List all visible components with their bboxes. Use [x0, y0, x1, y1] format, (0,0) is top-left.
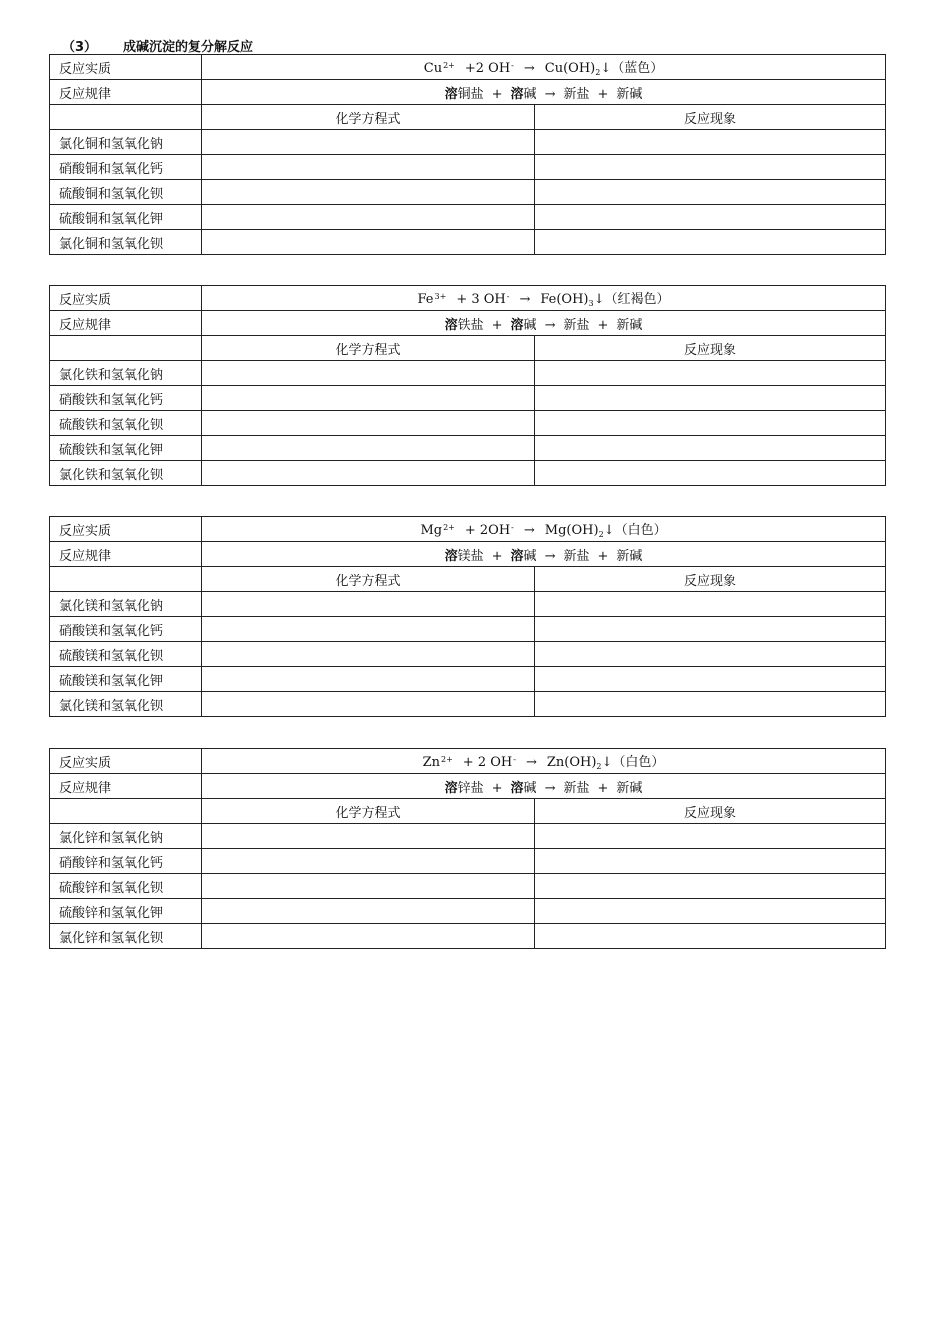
precipitate-color: （白色）	[612, 755, 665, 770]
equation-column-header: 化学方程式	[202, 799, 535, 824]
reaction-pair-label: 氯化锌和氢氧化钡	[50, 924, 202, 949]
column-header-row	[50, 336, 886, 361]
table-row	[50, 592, 886, 617]
cation: Zn	[422, 755, 440, 770]
column-header-row	[50, 105, 886, 130]
product-subscript: 2	[596, 762, 602, 771]
new-salt: 新盐	[563, 780, 590, 796]
cation-charge: 3+	[434, 292, 447, 301]
essence-label: 反应实质	[50, 517, 202, 542]
precipitate-color: （蓝色）	[611, 61, 664, 76]
product-subscript: 3	[588, 299, 594, 308]
blank-cell	[50, 105, 202, 130]
soluble-mark: 溶	[444, 548, 458, 564]
hydroxide: + 3 OH	[456, 292, 506, 307]
phenomenon-answer-cell[interactable]	[535, 180, 886, 205]
rule-row	[50, 80, 886, 105]
equation-answer-cell[interactable]	[202, 130, 535, 155]
table-row	[50, 180, 886, 205]
phenomenon-column-header: 反应现象	[535, 799, 886, 824]
phenomenon-answer-cell[interactable]	[535, 924, 886, 949]
table-row	[50, 642, 886, 667]
product: Cu(OH)	[544, 61, 596, 76]
cation-charge: 2+	[443, 61, 455, 70]
precipitate-arrow: ↓	[603, 523, 615, 538]
phenomenon-answer-cell[interactable]	[535, 874, 886, 899]
reaction-pair-label: 氯化铜和氢氧化钠	[50, 130, 202, 155]
phenomenon-answer-cell[interactable]	[535, 230, 886, 255]
reaction-pair-label: 氯化铁和氢氧化钠	[50, 361, 202, 386]
column-header-row	[50, 567, 886, 592]
plus-sign: +	[597, 317, 609, 333]
base-name: 碱	[523, 548, 537, 564]
table-row	[50, 386, 886, 411]
new-base: 新碱	[616, 780, 643, 796]
equation-answer-cell[interactable]	[202, 386, 535, 411]
reaction-pair-label: 硫酸锌和氢氧化钾	[50, 899, 202, 924]
reaction-table-2	[49, 285, 886, 486]
phenomenon-answer-cell[interactable]	[535, 667, 886, 692]
equation-answer-cell[interactable]	[202, 592, 535, 617]
section-number: （3）	[62, 40, 98, 55]
rule-row	[50, 774, 886, 799]
reaction-rule	[202, 774, 886, 799]
essence-row	[50, 55, 886, 80]
reaction-arrow: →	[523, 523, 535, 538]
reaction-rule	[202, 311, 886, 336]
reaction-pair-label: 氯化铜和氢氧化钡	[50, 230, 202, 255]
soluble-mark: 溶	[444, 86, 458, 102]
phenomenon-answer-cell[interactable]	[535, 411, 886, 436]
rule-row	[50, 311, 886, 336]
table-row	[50, 667, 886, 692]
table-row	[50, 205, 886, 230]
rule-label: 反应规律	[50, 80, 202, 105]
table-row	[50, 411, 886, 436]
reaction-pair-label: 硫酸镁和氢氧化钾	[50, 667, 202, 692]
table-row	[50, 617, 886, 642]
reaction-arrow: →	[525, 755, 537, 770]
ionic-equation	[202, 517, 886, 542]
cation-charge: 2+	[441, 755, 453, 764]
rule-label: 反应规律	[50, 774, 202, 799]
product: Fe(OH)	[540, 292, 589, 307]
equation-answer-cell[interactable]	[202, 667, 535, 692]
essence-label: 反应实质	[50, 55, 202, 80]
ionic-equation	[202, 286, 886, 311]
phenomenon-answer-cell[interactable]	[535, 899, 886, 924]
new-base: 新碱	[616, 86, 643, 102]
table-row	[50, 899, 886, 924]
cation: Mg	[420, 523, 443, 538]
precipitate-arrow: ↓	[601, 755, 613, 770]
phenomenon-column-header: 反应现象	[535, 336, 886, 361]
hydroxide: + 2 OH	[462, 755, 513, 770]
reaction-pair-label: 硝酸锌和氢氧化钙	[50, 849, 202, 874]
reaction-pair-label: 氯化镁和氢氧化钠	[50, 592, 202, 617]
phenomenon-answer-cell[interactable]	[535, 155, 886, 180]
equation-column-header: 化学方程式	[202, 105, 535, 130]
equation-answer-cell[interactable]	[202, 230, 535, 255]
reaction-pair-label: 氯化锌和氢氧化钠	[50, 824, 202, 849]
reaction-arrow: →	[523, 61, 535, 76]
soluble-mark: 溶	[444, 780, 458, 796]
reaction-arrow: →	[519, 292, 531, 307]
new-base: 新碱	[616, 317, 643, 333]
rule-row	[50, 542, 886, 567]
section-heading	[62, 36, 253, 55]
phenomenon-answer-cell[interactable]	[535, 386, 886, 411]
table-row	[50, 874, 886, 899]
phenomenon-answer-cell[interactable]	[535, 361, 886, 386]
reaction-rule	[202, 80, 886, 105]
product: Zn(OH)	[546, 755, 597, 770]
rule-arrow: →	[544, 780, 556, 796]
rule-arrow: →	[544, 317, 556, 333]
blank-cell	[50, 799, 202, 824]
equation-answer-cell[interactable]	[202, 361, 535, 386]
plus-sign: +	[491, 548, 503, 564]
phenomenon-answer-cell[interactable]	[535, 592, 886, 617]
phenomenon-answer-cell[interactable]	[535, 692, 886, 717]
blank-cell	[50, 336, 202, 361]
reaction-rule	[202, 542, 886, 567]
rule-arrow: →	[544, 86, 556, 102]
base-name: 碱	[523, 86, 537, 102]
product: Mg(OH)	[544, 523, 599, 538]
ionic-equation	[202, 749, 886, 774]
equation-answer-cell[interactable]	[202, 824, 535, 849]
reaction-pair-label: 硫酸锌和氢氧化钡	[50, 874, 202, 899]
plus-sign: +	[491, 86, 503, 102]
plus-sign: +	[597, 548, 609, 564]
reaction-pair-label: 氯化镁和氢氧化钡	[50, 692, 202, 717]
reaction-table-4	[49, 748, 886, 949]
product-subscript: 2	[595, 68, 601, 77]
essence-row	[50, 286, 886, 311]
precipitate-color: （红褐色）	[604, 292, 670, 307]
precipitate-color: （白色）	[614, 523, 667, 538]
soluble-mark: 溶	[510, 548, 524, 564]
table-row	[50, 436, 886, 461]
table-row	[50, 849, 886, 874]
soluble-mark: 溶	[510, 780, 524, 796]
equation-answer-cell[interactable]	[202, 692, 535, 717]
table-row	[50, 692, 886, 717]
hydroxide-charge: -	[513, 755, 516, 764]
reaction-table-3	[49, 516, 886, 717]
table-row	[50, 824, 886, 849]
phenomenon-answer-cell[interactable]	[535, 205, 886, 230]
salt-name: 铁盐	[457, 317, 484, 333]
plus-sign: +	[491, 780, 503, 796]
base-name: 碱	[523, 317, 537, 333]
equation-answer-cell[interactable]	[202, 205, 535, 230]
soluble-mark: 溶	[444, 317, 458, 333]
new-salt: 新盐	[563, 317, 590, 333]
reaction-pair-label: 硫酸镁和氢氧化钡	[50, 642, 202, 667]
phenomenon-answer-cell[interactable]	[535, 642, 886, 667]
equation-column-header: 化学方程式	[202, 567, 535, 592]
base-name: 碱	[523, 780, 537, 796]
cation: Cu	[423, 61, 443, 76]
section-title: 成碱沉淀的复分解反应	[123, 40, 254, 55]
phenomenon-answer-cell[interactable]	[535, 461, 886, 486]
phenomenon-answer-cell[interactable]	[535, 436, 886, 461]
table-row	[50, 361, 886, 386]
hydroxide-charge: -	[511, 523, 514, 532]
equation-answer-cell[interactable]	[202, 617, 535, 642]
hydroxide: + 2OH	[464, 523, 511, 538]
hydroxide: +2 OH	[464, 61, 511, 76]
essence-row	[50, 517, 886, 542]
column-header-row	[50, 799, 886, 824]
soluble-mark: 溶	[510, 317, 524, 333]
phenomenon-column-header: 反应现象	[535, 567, 886, 592]
new-base: 新碱	[616, 548, 643, 564]
phenomenon-answer-cell[interactable]	[535, 824, 886, 849]
phenomenon-answer-cell[interactable]	[535, 849, 886, 874]
table-row	[50, 230, 886, 255]
rule-label: 反应规律	[50, 542, 202, 567]
reaction-pair-label: 硫酸铁和氢氧化钾	[50, 436, 202, 461]
plus-sign: +	[597, 780, 609, 796]
new-salt: 新盐	[563, 86, 590, 102]
plus-sign: +	[491, 317, 503, 333]
equation-answer-cell[interactable]	[202, 899, 535, 924]
new-salt: 新盐	[563, 548, 590, 564]
reaction-pair-label: 硫酸铜和氢氧化钡	[50, 180, 202, 205]
table-row	[50, 461, 886, 486]
product-subscript: 2	[598, 530, 604, 539]
equation-answer-cell[interactable]	[202, 849, 535, 874]
cation-charge: 2+	[443, 523, 455, 532]
equation-answer-cell[interactable]	[202, 924, 535, 949]
phenomenon-answer-cell[interactable]	[535, 130, 886, 155]
hydroxide-charge: -	[511, 61, 514, 70]
equation-column-header: 化学方程式	[202, 336, 535, 361]
salt-name: 锌盐	[457, 780, 484, 796]
reaction-pair-label: 硝酸铁和氢氧化钙	[50, 386, 202, 411]
table-row	[50, 155, 886, 180]
reaction-pair-label: 氯化铁和氢氧化钡	[50, 461, 202, 486]
phenomenon-column-header: 反应现象	[535, 105, 886, 130]
hydroxide-charge: -	[506, 292, 510, 301]
cation: Fe	[417, 292, 434, 307]
essence-label: 反应实质	[50, 749, 202, 774]
precipitate-arrow: ↓	[593, 292, 605, 307]
reaction-pair-label: 硝酸铜和氢氧化钙	[50, 155, 202, 180]
reaction-pair-label: 硫酸铁和氢氧化钡	[50, 411, 202, 436]
ionic-equation	[202, 55, 886, 80]
equation-answer-cell[interactable]	[202, 155, 535, 180]
equation-answer-cell[interactable]	[202, 436, 535, 461]
phenomenon-answer-cell[interactable]	[535, 617, 886, 642]
plus-sign: +	[597, 86, 609, 102]
blank-cell	[50, 567, 202, 592]
table-row	[50, 924, 886, 949]
reaction-pair-label: 硝酸镁和氢氧化钙	[50, 617, 202, 642]
reaction-pair-label: 硫酸铜和氢氧化钾	[50, 205, 202, 230]
rule-label: 反应规律	[50, 311, 202, 336]
equation-answer-cell[interactable]	[202, 461, 535, 486]
salt-name: 铜盐	[457, 86, 484, 102]
soluble-mark: 溶	[510, 86, 524, 102]
precipitate-arrow: ↓	[600, 61, 612, 76]
equation-answer-cell[interactable]	[202, 874, 535, 899]
equation-answer-cell[interactable]	[202, 642, 535, 667]
salt-name: 镁盐	[457, 548, 484, 564]
equation-answer-cell[interactable]	[202, 180, 535, 205]
essence-label: 反应实质	[50, 286, 202, 311]
essence-row	[50, 749, 886, 774]
rule-arrow: →	[544, 548, 556, 564]
equation-answer-cell[interactable]	[202, 411, 535, 436]
table-row	[50, 130, 886, 155]
reaction-table-1	[49, 54, 886, 255]
